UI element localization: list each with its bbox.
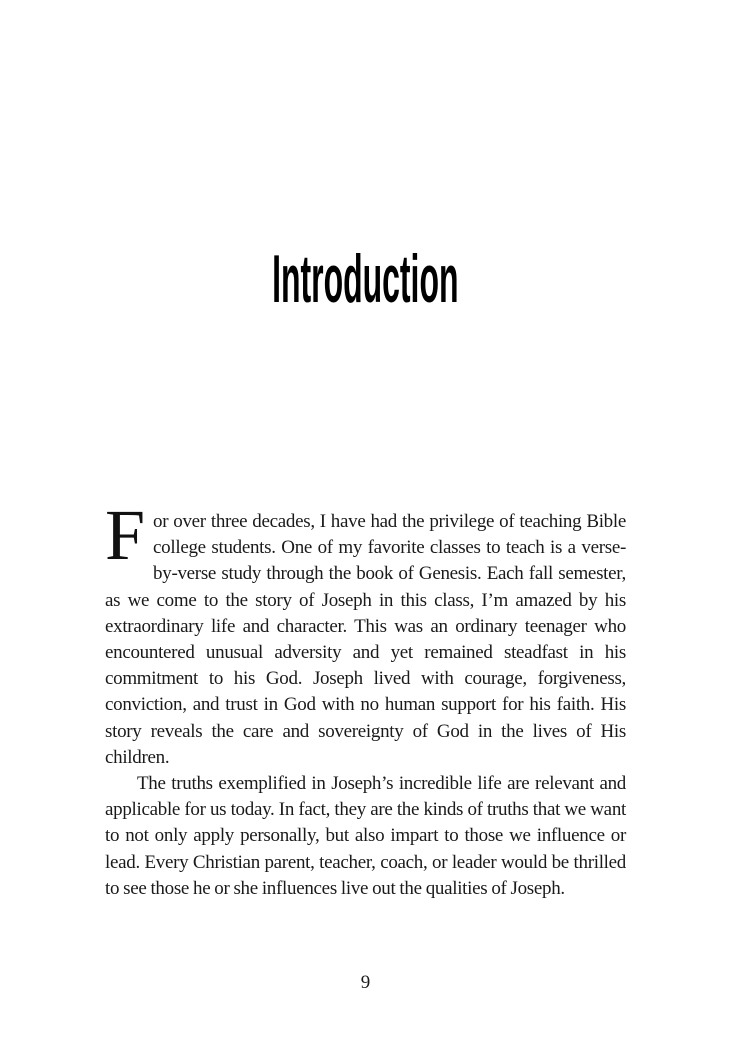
chapter-title-text: Introduction [272, 241, 459, 317]
paragraph-second: The truths exemplified in Joseph’s incredible life are relevant and applicable for us today. In fact, they are the kinds of truths that we want to not only apply personally, but also impart to those we influence or lead. Every Christian parent, teacher, coach, or leader would be thrilled to see those he or she influences live out the qualities of Joseph. [105, 773, 626, 899]
page-number: 9 [360, 972, 371, 993]
body-text [105, 495, 626, 902]
dropcap-letter: F [105, 495, 146, 575]
paragraph-first-text: or over three decades, I have had the privilege of teaching Bible college students. One of my favorite classes to teach is a verse-by-verse study through the book of Genesis. Each fall semester, as we come to the story of Joseph in this class, I’m amazed by his extraordinary life and character. This was an ordinary teenager who encountered unusual adversity and yet remained steadfast in his commitment to his God. Joseph lived with courage, forgiveness, conviction, and trust in God with no human support for his faith. His story reveals the care and sovereignty of God in the lives of His children. [105, 511, 626, 768]
chapter-title [0, 241, 731, 317]
paragraph-first [105, 495, 626, 771]
